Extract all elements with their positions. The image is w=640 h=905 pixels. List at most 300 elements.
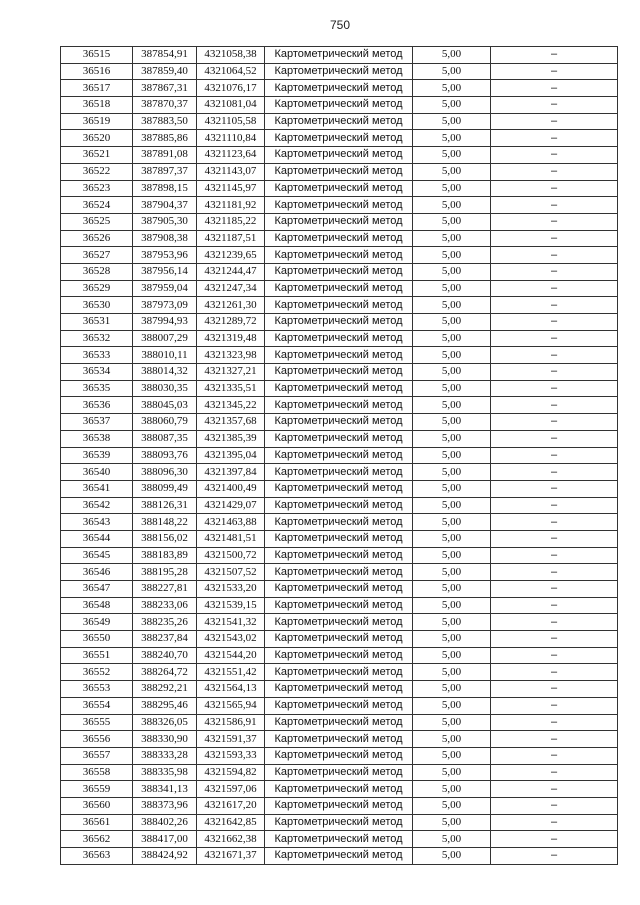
method-cell: Картометрический метод <box>265 781 413 798</box>
accuracy-cell: 5,00 <box>413 397 491 414</box>
table-row <box>61 714 618 731</box>
accuracy-cell: 5,00 <box>413 180 491 197</box>
y-coordinate-cell: 4321105,58 <box>197 113 265 130</box>
x-coordinate-cell: 388292,21 <box>133 681 197 698</box>
point-number-cell: 36547 <box>61 581 133 598</box>
x-coordinate-cell: 387885,86 <box>133 130 197 147</box>
x-coordinate-cell: 388335,98 <box>133 764 197 781</box>
y-coordinate-cell: 4321239,65 <box>197 247 265 264</box>
note-cell: – <box>491 614 618 631</box>
x-coordinate-cell: 388030,35 <box>133 380 197 397</box>
table-row <box>61 447 618 464</box>
x-coordinate-cell: 388424,92 <box>133 848 197 865</box>
note-cell: – <box>491 564 618 581</box>
x-coordinate-cell: 387908,38 <box>133 230 197 247</box>
method-cell: Картометрический метод <box>265 581 413 598</box>
method-cell: Картометрический метод <box>265 247 413 264</box>
table-row <box>61 414 618 431</box>
point-number-cell: 36528 <box>61 263 133 280</box>
method-cell: Картометрический метод <box>265 464 413 481</box>
y-coordinate-cell: 4321247,34 <box>197 280 265 297</box>
x-coordinate-cell: 388060,79 <box>133 414 197 431</box>
note-cell: – <box>491 514 618 531</box>
point-number-cell: 36517 <box>61 80 133 97</box>
accuracy-cell: 5,00 <box>413 197 491 214</box>
note-cell: – <box>491 113 618 130</box>
method-cell: Картометрический метод <box>265 147 413 164</box>
point-number-cell: 36561 <box>61 814 133 831</box>
note-cell: – <box>491 831 618 848</box>
y-coordinate-cell: 4321319,48 <box>197 330 265 347</box>
point-number-cell: 36553 <box>61 681 133 698</box>
point-number-cell: 36546 <box>61 564 133 581</box>
accuracy-cell: 5,00 <box>413 263 491 280</box>
y-coordinate-cell: 4321539,15 <box>197 597 265 614</box>
point-number-cell: 36549 <box>61 614 133 631</box>
y-coordinate-cell: 4321597,06 <box>197 781 265 798</box>
table-row <box>61 647 618 664</box>
point-number-cell: 36527 <box>61 247 133 264</box>
table-row <box>61 397 618 414</box>
point-number-cell: 36558 <box>61 764 133 781</box>
method-cell: Картометрический метод <box>265 163 413 180</box>
accuracy-cell: 5,00 <box>413 480 491 497</box>
accuracy-cell: 5,00 <box>413 714 491 731</box>
note-cell: – <box>491 397 618 414</box>
x-coordinate-cell: 388264,72 <box>133 664 197 681</box>
table-row <box>61 297 618 314</box>
point-number-cell: 36551 <box>61 647 133 664</box>
method-cell: Картометрический метод <box>265 597 413 614</box>
x-coordinate-cell: 387897,37 <box>133 163 197 180</box>
accuracy-cell: 5,00 <box>413 747 491 764</box>
point-number-cell: 36525 <box>61 213 133 230</box>
accuracy-cell: 5,00 <box>413 597 491 614</box>
y-coordinate-cell: 4321123,64 <box>197 147 265 164</box>
method-cell: Картометрический метод <box>265 330 413 347</box>
method-cell: Картометрический метод <box>265 263 413 280</box>
accuracy-cell: 5,00 <box>413 530 491 547</box>
y-coordinate-cell: 4321617,20 <box>197 797 265 814</box>
y-coordinate-cell: 4321500,72 <box>197 547 265 564</box>
x-coordinate-cell: 387859,40 <box>133 63 197 80</box>
method-cell: Картометрический метод <box>265 414 413 431</box>
accuracy-cell: 5,00 <box>413 631 491 648</box>
accuracy-cell: 5,00 <box>413 697 491 714</box>
table-row <box>61 314 618 331</box>
point-number-cell: 36555 <box>61 714 133 731</box>
method-cell: Картометрический метод <box>265 564 413 581</box>
method-cell: Картометрический метод <box>265 614 413 631</box>
table-row <box>61 163 618 180</box>
method-cell: Картометрический метод <box>265 848 413 865</box>
accuracy-cell: 5,00 <box>413 163 491 180</box>
accuracy-cell: 5,00 <box>413 464 491 481</box>
method-cell: Картометрический метод <box>265 130 413 147</box>
point-number-cell: 36537 <box>61 414 133 431</box>
y-coordinate-cell: 4321662,38 <box>197 831 265 848</box>
accuracy-cell: 5,00 <box>413 447 491 464</box>
note-cell: – <box>491 480 618 497</box>
note-cell: – <box>491 581 618 598</box>
note-cell: – <box>491 47 618 64</box>
y-coordinate-cell: 4321185,22 <box>197 213 265 230</box>
table-row <box>61 697 618 714</box>
x-coordinate-cell: 388093,76 <box>133 447 197 464</box>
accuracy-cell: 5,00 <box>413 814 491 831</box>
accuracy-cell: 5,00 <box>413 364 491 381</box>
note-cell: – <box>491 848 618 865</box>
y-coordinate-cell: 4321143,07 <box>197 163 265 180</box>
x-coordinate-cell: 387867,31 <box>133 80 197 97</box>
table-row <box>61 280 618 297</box>
table-row <box>61 731 618 748</box>
method-cell: Картометрический метод <box>265 447 413 464</box>
point-number-cell: 36544 <box>61 530 133 547</box>
method-cell: Картометрический метод <box>265 647 413 664</box>
accuracy-cell: 5,00 <box>413 230 491 247</box>
point-number-cell: 36556 <box>61 731 133 748</box>
x-coordinate-cell: 388096,30 <box>133 464 197 481</box>
note-cell: – <box>491 80 618 97</box>
table-row <box>61 764 618 781</box>
point-number-cell: 36539 <box>61 447 133 464</box>
x-coordinate-cell: 388295,46 <box>133 697 197 714</box>
y-coordinate-cell: 4321564,13 <box>197 681 265 698</box>
accuracy-cell: 5,00 <box>413 564 491 581</box>
table-row <box>61 330 618 347</box>
accuracy-cell: 5,00 <box>413 848 491 865</box>
point-number-cell: 36538 <box>61 430 133 447</box>
method-cell: Картометрический метод <box>265 697 413 714</box>
y-coordinate-cell: 4321327,21 <box>197 364 265 381</box>
table-row <box>61 597 618 614</box>
table-row <box>61 564 618 581</box>
y-coordinate-cell: 4321642,85 <box>197 814 265 831</box>
method-cell: Картометрический метод <box>265 97 413 114</box>
y-coordinate-cell: 4321591,37 <box>197 731 265 748</box>
x-coordinate-cell: 387905,30 <box>133 213 197 230</box>
point-number-cell: 36562 <box>61 831 133 848</box>
x-coordinate-cell: 388156,02 <box>133 530 197 547</box>
table-row <box>61 213 618 230</box>
point-number-cell: 36535 <box>61 380 133 397</box>
note-cell: – <box>491 347 618 364</box>
note-cell: – <box>491 297 618 314</box>
point-number-cell: 36521 <box>61 147 133 164</box>
accuracy-cell: 5,00 <box>413 380 491 397</box>
y-coordinate-cell: 4321261,30 <box>197 297 265 314</box>
x-coordinate-cell: 387956,14 <box>133 263 197 280</box>
note-cell: – <box>491 647 618 664</box>
accuracy-cell: 5,00 <box>413 430 491 447</box>
x-coordinate-cell: 387883,50 <box>133 113 197 130</box>
note-cell: – <box>491 797 618 814</box>
x-coordinate-cell: 388126,31 <box>133 497 197 514</box>
method-cell: Картометрический метод <box>265 731 413 748</box>
point-number-cell: 36559 <box>61 781 133 798</box>
table-row <box>61 614 618 631</box>
accuracy-cell: 5,00 <box>413 581 491 598</box>
method-cell: Картометрический метод <box>265 397 413 414</box>
point-number-cell: 36541 <box>61 480 133 497</box>
method-cell: Картометрический метод <box>265 197 413 214</box>
x-coordinate-cell: 388045,03 <box>133 397 197 414</box>
point-number-cell: 36542 <box>61 497 133 514</box>
method-cell: Картометрический метод <box>265 213 413 230</box>
table-row <box>61 80 618 97</box>
x-coordinate-cell: 388326,05 <box>133 714 197 731</box>
y-coordinate-cell: 4321081,04 <box>197 97 265 114</box>
table-row <box>61 197 618 214</box>
y-coordinate-cell: 4321543,02 <box>197 631 265 648</box>
table-row <box>61 113 618 130</box>
x-coordinate-cell: 388402,26 <box>133 814 197 831</box>
point-number-cell: 36560 <box>61 797 133 814</box>
table-row <box>61 347 618 364</box>
method-cell: Картометрический метод <box>265 230 413 247</box>
x-coordinate-cell: 387953,96 <box>133 247 197 264</box>
accuracy-cell: 5,00 <box>413 414 491 431</box>
note-cell: – <box>491 180 618 197</box>
note-cell: – <box>491 230 618 247</box>
point-number-cell: 36529 <box>61 280 133 297</box>
accuracy-cell: 5,00 <box>413 130 491 147</box>
x-coordinate-cell: 388333,28 <box>133 747 197 764</box>
y-coordinate-cell: 4321289,72 <box>197 314 265 331</box>
y-coordinate-cell: 4321671,37 <box>197 848 265 865</box>
accuracy-cell: 5,00 <box>413 213 491 230</box>
method-cell: Картометрический метод <box>265 280 413 297</box>
table-row <box>61 831 618 848</box>
accuracy-cell: 5,00 <box>413 314 491 331</box>
accuracy-cell: 5,00 <box>413 113 491 130</box>
table-row <box>61 230 618 247</box>
x-coordinate-cell: 387973,09 <box>133 297 197 314</box>
method-cell: Картометрический метод <box>265 814 413 831</box>
table-row <box>61 848 618 865</box>
point-number-cell: 36554 <box>61 697 133 714</box>
method-cell: Картометрический метод <box>265 63 413 80</box>
point-number-cell: 36543 <box>61 514 133 531</box>
x-coordinate-cell: 388341,13 <box>133 781 197 798</box>
x-coordinate-cell: 388330,90 <box>133 731 197 748</box>
note-cell: – <box>491 130 618 147</box>
x-coordinate-cell: 388195,28 <box>133 564 197 581</box>
page-number: 750 <box>329 18 351 32</box>
y-coordinate-cell: 4321385,39 <box>197 430 265 447</box>
table-row <box>61 147 618 164</box>
method-cell: Картометрический метод <box>265 180 413 197</box>
y-coordinate-cell: 4321058,38 <box>197 47 265 64</box>
table-row <box>61 247 618 264</box>
method-cell: Картометрический метод <box>265 314 413 331</box>
accuracy-cell: 5,00 <box>413 547 491 564</box>
table-row <box>61 430 618 447</box>
table-row <box>61 480 618 497</box>
x-coordinate-cell: 388087,35 <box>133 430 197 447</box>
table-row <box>61 97 618 114</box>
x-coordinate-cell: 388237,84 <box>133 631 197 648</box>
table-row <box>61 681 618 698</box>
table-row <box>61 380 618 397</box>
point-number-cell: 36515 <box>61 47 133 64</box>
note-cell: – <box>491 464 618 481</box>
accuracy-cell: 5,00 <box>413 647 491 664</box>
x-coordinate-cell: 387854,91 <box>133 47 197 64</box>
note-cell: – <box>491 414 618 431</box>
accuracy-cell: 5,00 <box>413 781 491 798</box>
table-row <box>61 497 618 514</box>
note-cell: – <box>491 314 618 331</box>
note-cell: – <box>491 247 618 264</box>
accuracy-cell: 5,00 <box>413 347 491 364</box>
method-cell: Картометрический метод <box>265 297 413 314</box>
note-cell: – <box>491 714 618 731</box>
accuracy-cell: 5,00 <box>413 614 491 631</box>
point-number-cell: 36516 <box>61 63 133 80</box>
method-cell: Картометрический метод <box>265 497 413 514</box>
method-cell: Картометрический метод <box>265 631 413 648</box>
x-coordinate-cell: 388183,89 <box>133 547 197 564</box>
y-coordinate-cell: 4321593,33 <box>197 747 265 764</box>
method-cell: Картометрический метод <box>265 430 413 447</box>
method-cell: Картометрический метод <box>265 831 413 848</box>
method-cell: Картометрический метод <box>265 681 413 698</box>
table-row <box>61 530 618 547</box>
y-coordinate-cell: 4321335,51 <box>197 380 265 397</box>
point-number-cell: 36532 <box>61 330 133 347</box>
method-cell: Картометрический метод <box>265 797 413 814</box>
x-coordinate-cell: 388148,22 <box>133 514 197 531</box>
point-number-cell: 36536 <box>61 397 133 414</box>
method-cell: Картометрический метод <box>265 514 413 531</box>
table-body <box>61 47 618 865</box>
method-cell: Картометрический метод <box>265 47 413 64</box>
accuracy-cell: 5,00 <box>413 330 491 347</box>
note-cell: – <box>491 280 618 297</box>
x-coordinate-cell: 388099,49 <box>133 480 197 497</box>
method-cell: Картометрический метод <box>265 364 413 381</box>
note-cell: – <box>491 664 618 681</box>
table-row <box>61 130 618 147</box>
note-cell: – <box>491 530 618 547</box>
table-row <box>61 547 618 564</box>
method-cell: Картометрический метод <box>265 480 413 497</box>
note-cell: – <box>491 213 618 230</box>
method-cell: Картометрический метод <box>265 764 413 781</box>
point-number-cell: 36550 <box>61 631 133 648</box>
x-coordinate-cell: 388227,81 <box>133 581 197 598</box>
method-cell: Картометрический метод <box>265 80 413 97</box>
accuracy-cell: 5,00 <box>413 731 491 748</box>
table-row <box>61 364 618 381</box>
method-cell: Картометрический метод <box>265 664 413 681</box>
note-cell: – <box>491 747 618 764</box>
method-cell: Картометрический метод <box>265 530 413 547</box>
table-row <box>61 814 618 831</box>
x-coordinate-cell: 388233,06 <box>133 597 197 614</box>
note-cell: – <box>491 430 618 447</box>
y-coordinate-cell: 4321110,84 <box>197 130 265 147</box>
table-row <box>61 781 618 798</box>
coordinates-table <box>60 46 618 865</box>
accuracy-cell: 5,00 <box>413 63 491 80</box>
note-cell: – <box>491 631 618 648</box>
table-row <box>61 180 618 197</box>
method-cell: Картометрический метод <box>265 714 413 731</box>
point-number-cell: 36552 <box>61 664 133 681</box>
table-row <box>61 464 618 481</box>
y-coordinate-cell: 4321400,49 <box>197 480 265 497</box>
accuracy-cell: 5,00 <box>413 80 491 97</box>
table-row <box>61 664 618 681</box>
y-coordinate-cell: 4321181,92 <box>197 197 265 214</box>
note-cell: – <box>491 330 618 347</box>
point-number-cell: 36531 <box>61 314 133 331</box>
note-cell: – <box>491 97 618 114</box>
y-coordinate-cell: 4321244,47 <box>197 263 265 280</box>
note-cell: – <box>491 163 618 180</box>
x-coordinate-cell: 388014,32 <box>133 364 197 381</box>
x-coordinate-cell: 387870,37 <box>133 97 197 114</box>
point-number-cell: 36522 <box>61 163 133 180</box>
accuracy-cell: 5,00 <box>413 147 491 164</box>
note-cell: – <box>491 681 618 698</box>
point-number-cell: 36533 <box>61 347 133 364</box>
note-cell: – <box>491 547 618 564</box>
point-number-cell: 36563 <box>61 848 133 865</box>
y-coordinate-cell: 4321064,52 <box>197 63 265 80</box>
table-row <box>61 263 618 280</box>
note-cell: – <box>491 263 618 280</box>
x-coordinate-cell: 387904,37 <box>133 197 197 214</box>
note-cell: – <box>491 147 618 164</box>
x-coordinate-cell: 388010,11 <box>133 347 197 364</box>
note-cell: – <box>491 364 618 381</box>
accuracy-cell: 5,00 <box>413 47 491 64</box>
table-row <box>61 797 618 814</box>
accuracy-cell: 5,00 <box>413 831 491 848</box>
accuracy-cell: 5,00 <box>413 280 491 297</box>
note-cell: – <box>491 814 618 831</box>
point-number-cell: 36518 <box>61 97 133 114</box>
y-coordinate-cell: 4321463,88 <box>197 514 265 531</box>
accuracy-cell: 5,00 <box>413 764 491 781</box>
accuracy-cell: 5,00 <box>413 247 491 264</box>
method-cell: Картометрический метод <box>265 547 413 564</box>
note-cell: – <box>491 380 618 397</box>
y-coordinate-cell: 4321345,22 <box>197 397 265 414</box>
point-number-cell: 36523 <box>61 180 133 197</box>
x-coordinate-cell: 388240,70 <box>133 647 197 664</box>
note-cell: – <box>491 781 618 798</box>
note-cell: – <box>491 197 618 214</box>
x-coordinate-cell: 387898,15 <box>133 180 197 197</box>
y-coordinate-cell: 4321586,91 <box>197 714 265 731</box>
y-coordinate-cell: 4321565,94 <box>197 697 265 714</box>
y-coordinate-cell: 4321481,51 <box>197 530 265 547</box>
accuracy-cell: 5,00 <box>413 797 491 814</box>
x-coordinate-cell: 387959,04 <box>133 280 197 297</box>
note-cell: – <box>491 764 618 781</box>
method-cell: Картометрический метод <box>265 347 413 364</box>
y-coordinate-cell: 4321395,04 <box>197 447 265 464</box>
accuracy-cell: 5,00 <box>413 97 491 114</box>
note-cell: – <box>491 731 618 748</box>
point-number-cell: 36519 <box>61 113 133 130</box>
point-number-cell: 36548 <box>61 597 133 614</box>
